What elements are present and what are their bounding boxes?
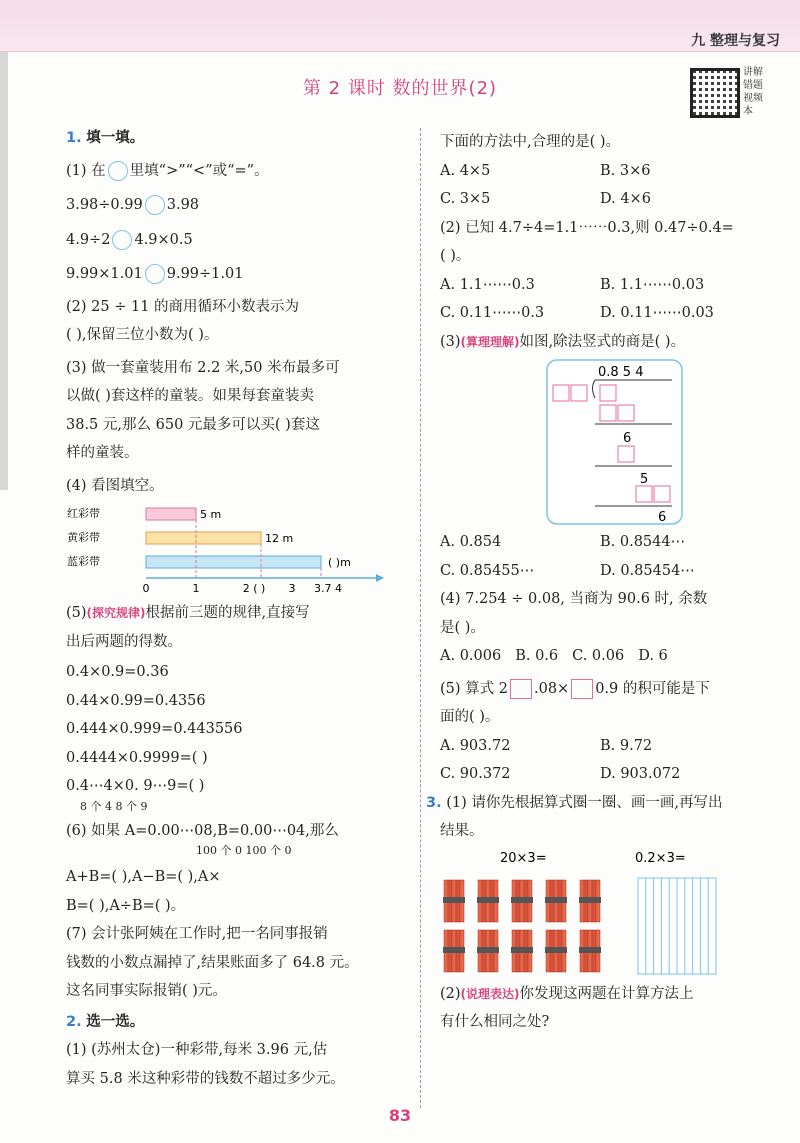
- q2-2-line: ( )。: [440, 248, 471, 264]
- q2-1-prompt: 下面的方法中,合理的是( )。: [440, 134, 621, 150]
- circle-blank[interactable]: [145, 264, 165, 284]
- q1-3-line: (3) 做一套童装用布 2.2 米,50 米布最多可: [66, 359, 340, 376]
- stick-bundle-icon: [477, 880, 499, 922]
- topic-tag: (说理表达): [460, 986, 520, 1001]
- question-3-line: [426, 789, 785, 818]
- q2-4-line: 是( )。: [440, 619, 485, 636]
- equation: 0.444×0.999=0.443556: [66, 721, 243, 737]
- q1-1-instruction: [66, 157, 411, 186]
- expr-left: 3.98÷0.99: [66, 197, 143, 213]
- column-divider: [420, 128, 421, 1108]
- option-b[interactable]: B. 0.6: [515, 648, 559, 664]
- bar-value-yellow: 12 m: [265, 532, 294, 545]
- axis-tick-label: 2 ( ): [242, 582, 266, 595]
- option-d[interactable]: D. 6: [638, 648, 668, 664]
- digit-box[interactable]: [571, 679, 593, 699]
- options-row: [440, 732, 785, 761]
- option-a[interactable]: A. 0.006: [440, 648, 502, 664]
- compare-row: [66, 260, 411, 289]
- options-row: [440, 642, 785, 671]
- stick-bundle-icon: [477, 930, 499, 972]
- compare-row: [66, 226, 411, 255]
- stick-bundle-icon: [579, 930, 601, 972]
- q1-6-line: B=( ),A÷B=( )。: [66, 897, 186, 914]
- axis-tick-label: 1: [192, 582, 200, 595]
- stick-bundle-icon: [511, 880, 533, 922]
- circle-blank[interactable]: [108, 161, 128, 181]
- topic-tag: (探究规律): [86, 606, 146, 620]
- option-a[interactable]: A. 1.1⋯⋯0.3: [440, 276, 535, 293]
- text: 你发现这两题在计算方法上: [519, 985, 694, 1002]
- stick-bundle-icon: [443, 930, 465, 972]
- quotient-digits: 0.8 5 4: [598, 365, 644, 380]
- question-3-line: 结果。: [440, 823, 484, 839]
- question-number: 1.: [66, 130, 82, 146]
- bar-label-blue: 蓝彩带: [67, 555, 100, 568]
- q1-3-line: 以做( )套这样的童装。如果每套童装卖: [66, 388, 314, 404]
- q1-6-line: A+B=( ),A−B=( ),A×: [66, 869, 221, 885]
- text: 根据前三题的规律,直接写: [145, 605, 310, 621]
- bar-yellow: [146, 532, 261, 544]
- options-row: [440, 271, 785, 300]
- q2-2-line: (2) 已知 4.7÷4=1.1⋯⋯0.3,则 0.47÷0.4=: [440, 219, 734, 236]
- text: (3): [440, 333, 461, 350]
- left-column: [66, 124, 411, 1093]
- option-d[interactable]: D. 0.11⋯⋯0.03: [600, 305, 714, 321]
- q2-1-line: 算买 5.8 米这种彩带的钱数不超过多少元。: [66, 1070, 345, 1087]
- option-d[interactable]: D. 4×6: [600, 191, 651, 207]
- option-a[interactable]: A. 4×5: [440, 162, 491, 179]
- equation: 0.4⋯4×0. 9⋯9=( ): [66, 778, 205, 794]
- right-column: [426, 128, 785, 1037]
- text: 里填“>”“<”或“=”。: [129, 162, 269, 179]
- bar-red: [146, 508, 196, 520]
- expr-left: 4.9÷2: [66, 231, 111, 248]
- equation: 0.4×0.9=0.36: [66, 664, 169, 680]
- q1-7-line: 这名同事实际报销( )元。: [66, 983, 227, 999]
- expr-right: 3.98: [166, 197, 200, 213]
- digit-box[interactable]: [510, 679, 532, 699]
- bar-blue: [146, 556, 321, 568]
- q2-5-line: 面的( )。: [440, 709, 500, 725]
- question-number: 3.: [426, 794, 442, 811]
- ribbon-bar-diagram: [66, 502, 396, 597]
- question-2-header: [66, 1008, 411, 1037]
- option-b[interactable]: B. 3×6: [600, 162, 651, 179]
- circle-blank[interactable]: [112, 230, 132, 250]
- stick-bundle-icon: [579, 880, 601, 922]
- text: (1) 在: [66, 162, 106, 179]
- lesson-title: 第 2 课时 数的世界(2): [302, 78, 498, 99]
- q2-4-line: (4) 7.254 ÷ 0.08, 当商为 90.6 时, 余数: [440, 591, 708, 607]
- option-b[interactable]: B. 9.72: [600, 737, 653, 754]
- options-row: [440, 528, 785, 557]
- options-row: [440, 157, 785, 186]
- qr-code-icon[interactable]: [690, 68, 740, 118]
- option-c[interactable]: C. 3×5: [440, 191, 491, 207]
- axis-tick-label: 3: [288, 582, 296, 595]
- option-d[interactable]: D. 903.072: [600, 766, 681, 782]
- stick-bundle-icon: [511, 930, 533, 972]
- q1-6-line: (6) 如果 A=0.00⋯08,B=0.00⋯04,那么: [66, 822, 339, 839]
- q1-2-line: ( ),保留三位小数为( )。: [66, 327, 219, 343]
- circle-blank[interactable]: [145, 195, 165, 215]
- axis-tick-label: 0: [142, 582, 150, 595]
- option-c[interactable]: C. 0.85455⋯: [440, 562, 535, 579]
- options-row: [440, 557, 785, 586]
- stick-bundle-icon: [443, 880, 465, 922]
- options-row: [440, 760, 785, 789]
- text: .08×: [533, 680, 570, 697]
- text: (1) 请你先根据算式圈一圈、画一画,再写出: [446, 794, 723, 811]
- option-a[interactable]: A. 0.854: [440, 534, 502, 550]
- remainder-digit: 6: [658, 510, 667, 525]
- options-row: [440, 299, 785, 328]
- text: 0.9 的积可能是下: [595, 680, 710, 697]
- option-c[interactable]: C. 0.11⋯⋯0.3: [440, 305, 545, 321]
- stick-bundle-icon: [545, 880, 567, 922]
- expr-left: 9.99×1.01: [66, 266, 143, 282]
- header-band: [0, 0, 800, 52]
- expr-right: 9.99÷1.01: [166, 266, 244, 282]
- text: (5): [66, 605, 87, 621]
- q2-3-line: [440, 328, 785, 357]
- options-row: [440, 185, 785, 214]
- arrow-icon: [376, 574, 384, 582]
- q1-5-line: 出后两题的得数。: [66, 633, 182, 650]
- q2-1-line: (1) (苏州太仓)一种彩带,每米 3.96 元,估: [66, 1042, 328, 1058]
- stick-bundle-icon: [545, 930, 567, 972]
- bar-label-red: 红彩带: [67, 507, 100, 520]
- equation: 0.44×0.99=0.4356: [66, 692, 206, 709]
- q1-7-line: (7) 会计张阿姨在工作时,把一名同事报销: [66, 926, 328, 942]
- option-d[interactable]: D. 0.85454⋯: [600, 562, 695, 579]
- axis-tick-label: 3.7 4: [314, 582, 342, 595]
- question-title: 填一填。: [86, 130, 145, 146]
- calc-label: 20×3=: [500, 850, 547, 866]
- question-1-header: [66, 124, 411, 153]
- option-c[interactable]: C. 0.06: [572, 648, 625, 664]
- bundles-and-grid-figure: [440, 848, 785, 978]
- chapter-label: 九 整理与复习: [691, 33, 780, 49]
- bar-value-red: 5 m: [200, 508, 222, 521]
- remainder-digit: 6: [623, 431, 632, 446]
- option-b[interactable]: B. 1.1⋯⋯0.03: [600, 276, 705, 293]
- text: (5) 算式 2: [440, 680, 508, 697]
- q3-2-line: 有什么相同之处?: [440, 1014, 550, 1030]
- q3-2-line: [440, 980, 785, 1009]
- stick-bundles: [443, 880, 601, 972]
- q1-3-line: 样的童装。: [66, 445, 139, 461]
- question-title: 选一选。: [86, 1013, 145, 1030]
- q2-5-line: [440, 675, 785, 704]
- q1-5-line: [66, 599, 411, 628]
- bar-value-blue: ( )m: [328, 556, 351, 569]
- option-c[interactable]: C. 90.372: [440, 766, 511, 782]
- compare-row: [66, 191, 411, 220]
- text: 如图,除法竖式的商是( )。: [519, 333, 686, 350]
- option-a[interactable]: A. 903.72: [440, 737, 511, 754]
- remainder-digit: 5: [640, 472, 649, 487]
- long-division-diagram: [440, 358, 785, 528]
- topic-tag: (算理理解): [460, 334, 520, 349]
- qr-label: 讲解错题视频本: [743, 67, 763, 117]
- q1-7-line: 钱数的小数点漏掉了,结果账面多了 64.8 元。: [66, 954, 359, 971]
- q1-6-subscript: 100 个 0 100 个 0: [196, 844, 292, 857]
- text: (2): [440, 985, 461, 1002]
- bar-label-yellow: 黄彩带: [67, 531, 100, 544]
- q1-3-line: 38.5 元,那么 650 元最多可以买( )套这: [66, 416, 320, 433]
- equation-subscript: 8 个 4 8 个 9: [80, 799, 148, 813]
- option-b[interactable]: B. 0.8544⋯: [600, 534, 686, 550]
- question-number: 2.: [66, 1013, 82, 1030]
- page-number: 83: [388, 1106, 412, 1125]
- expr-right: 4.9×0.5: [134, 231, 193, 248]
- q1-2-line: (2) 25 ÷ 11 的商用循环小数表示为: [66, 298, 300, 315]
- q1-4-line: (4) 看图填空。: [66, 477, 164, 494]
- equation: 0.4444×0.9999=( ): [66, 749, 208, 766]
- calc-label: 0.2×3=: [635, 850, 686, 866]
